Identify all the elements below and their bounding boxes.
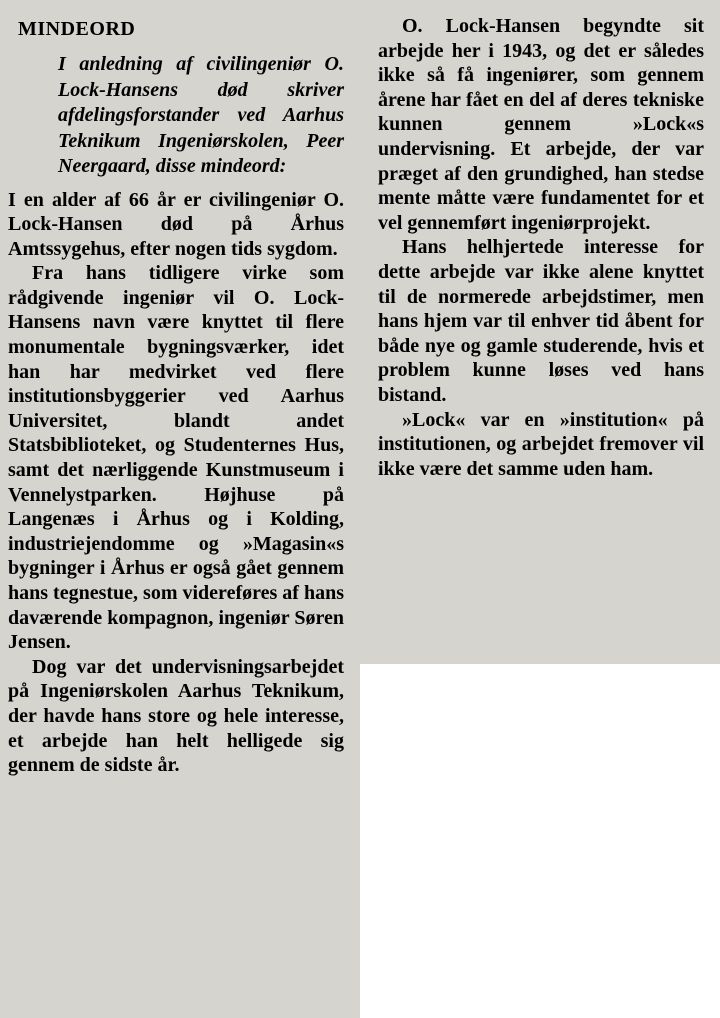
article-paragraph: Dog var det undervisningsarbejdet på Ingeniørskolen Aarhus Teknikum, der havde hans store og hele interesse, et arbejde han helt helligede sig gennem de sidste år. bbox=[8, 655, 344, 777]
article-left-column bbox=[8, 0, 344, 778]
article-paragraph: Hans helhjertede interesse for dette arbejde var ikke alene knyttet til de normerede arbejdstimer, men hans hjem var til enhver tid åbent for både nye og gamle studerende, hvis et problem kunne løses ved hans bistand. bbox=[378, 236, 704, 406]
article-paragraph: »Lock« var en »institution« på institutionen, og arbejdet fremover vil ikke være det samme uden ham. bbox=[378, 408, 704, 480]
article-paragraph: O. Lock-Hansen begyndte sit arbejde her i 1943, og det er således ikke så få ingeniører, som gennem årene har fået en del af deres tekniske kunnen gennem »Lock«s undervisning. Et arbejde, der var præget af den grundighed, han stedse mente måtte være fundamentet for et vel gennemført ingeniørprojekt. bbox=[378, 15, 704, 234]
article-right-column bbox=[378, 14, 704, 481]
article-paragraph: Fra hans tidligere virke som rådgivende ingeniør vil O. Lock-Hansens navn være knyttet til flere monumentale bygningsværker, idet han har medvirket ved flere institutionsbyggerier ved Aarhus Universitet, blandt andet Statsbiblioteket, og Studenternes Hus, samt det nærliggende Kunstmuseum i Vennelystparken. Højhuse på Langenæs i Århus og i Kolding, industriejendomme og »Magasin«s bygninger i Århus er også gået gennem hans tegnestue, som videreføres af hans daværende kompagnon, ingeniør Søren Jensen. bbox=[8, 262, 344, 654]
article-paragraph: I en alder af 66 år er civilingeniør O. Lock-Hansen død på Århus Amtssygehus, efter nogen tids sygdom. bbox=[8, 188, 344, 260]
article-heading: MINDEORD bbox=[18, 18, 136, 40]
article-intro: I anledning af civilingeniør O. Lock-Hansens død skriver afdelingsforstander ved Aarhus Teknikum Ingeniørskolen, Peer Neergaard, disse mindeord: bbox=[58, 53, 344, 177]
